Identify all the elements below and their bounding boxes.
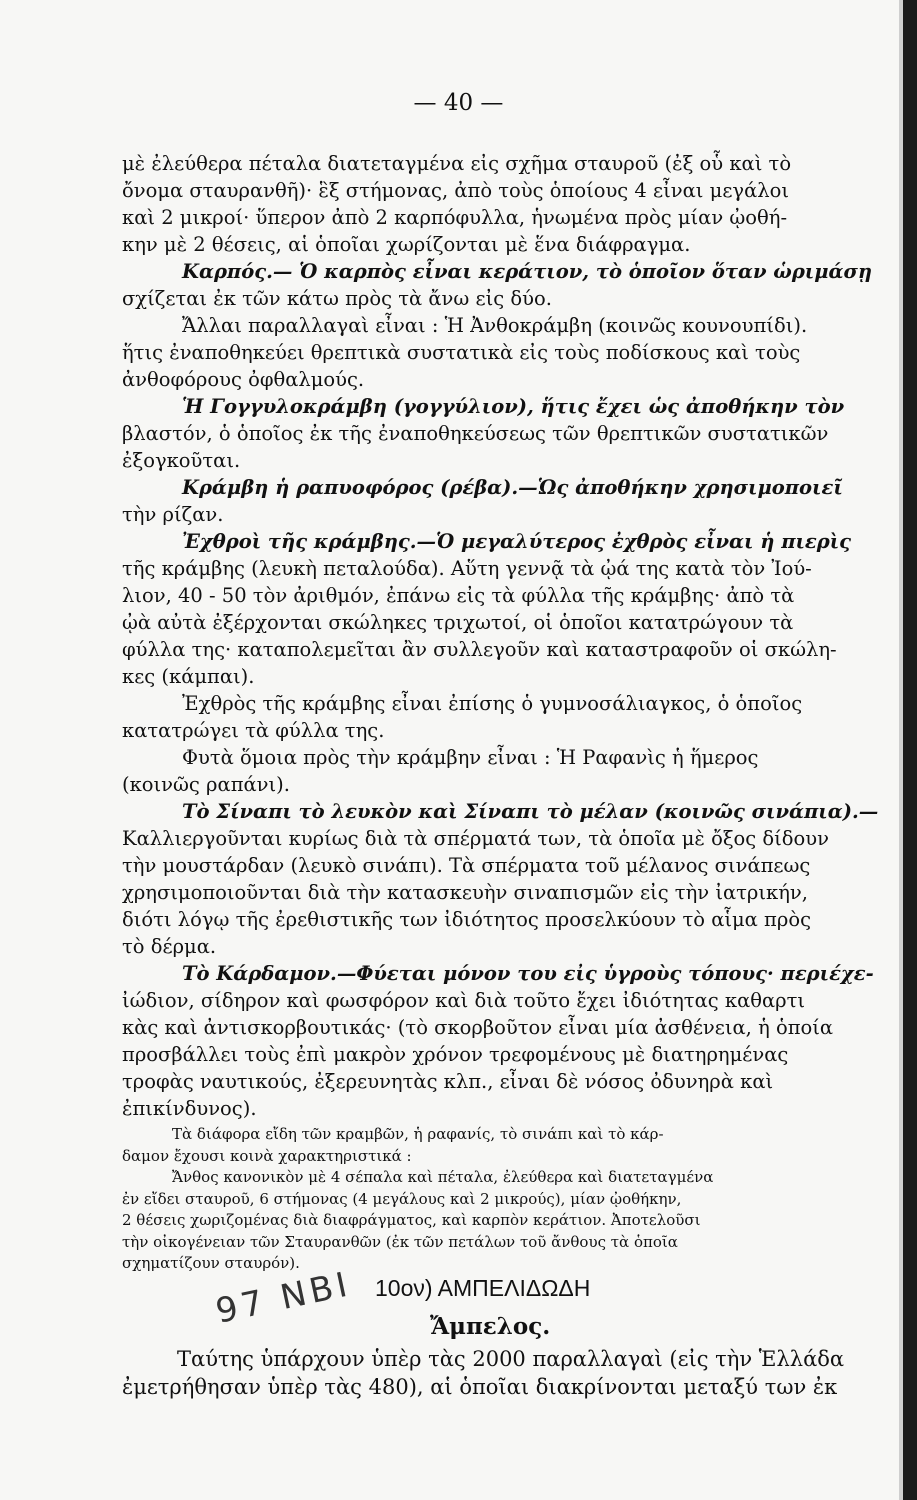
text-line: κατατρώγει τὰ φύλλα της.: [122, 719, 385, 742]
handwritten-note: 97 ΝΒΙ: [212, 1264, 355, 1332]
subheading: Ἄμπελος.: [430, 1313, 551, 1340]
note-line: σχηματίζουν σταυρόν).: [122, 1254, 300, 1272]
page-edge-highlight: [899, 0, 903, 1500]
text-line: ἀνθοφόρους ὀφθαλμούς.: [122, 368, 365, 391]
text-line: ἰώδιον, σίδηρον καὶ φωσφόρον καὶ διὰ τοῦτο ἔχει ἰδιότητας καθαρτι: [122, 989, 806, 1012]
text-line: ἐξογκοῦται.: [122, 449, 241, 472]
text-line: μὲ ἐλεύθερα πέταλα διατεταγμένα εἰς σχῆμα σταυροῦ (ἐξ οὗ καὶ τὸ: [122, 152, 792, 175]
note-line: 2 θέσεις χωριζομένας διὰ διαφράγματος, καὶ καρπὸν κεράτιον. Ἀποτελοῦσι: [122, 1211, 701, 1229]
text-line: Ἐχθρὸς τῆς κράμβης εἶναι ἐπίσης ὁ γυμνοσάλιαγκος, ὁ ὁποῖος: [182, 692, 803, 715]
note-line: Ἄνθος κανονικὸν μὲ 4 σέπαλα καὶ πέταλα, ἐλεύθερα καὶ διατεταγμένα: [172, 1168, 714, 1186]
page-edge-shadow: [903, 0, 917, 1500]
text-line: ᾠὰ αὐτὰ ἐξέρχονται σκώληκες τριχωτοί, οἱ ὁποῖοι κατατρώγουν τὰ: [122, 611, 794, 634]
text-line: Ταύτης ὑπάρχουν ὑπὲρ τὰς 2000 παραλλαγαὶ (εἰς τὴν Ἑλλάδα: [177, 1347, 845, 1371]
text-line: Τὸ Κάρδαμον.—Φύεται μόνον του εἰς ὑγροὺς τόπους· περιέχε-: [182, 962, 874, 985]
text-line: φύλλα της· καταπολεμεῖται ἂν συλλεγοῦν καὶ καταστραφοῦν οἱ σκώλη-: [122, 638, 837, 661]
text-line: χρησιμοποιοῦνται διὰ τὴν κατασκευὴν σιναπισμῶν εἰς τὴν ἰατρικήν,: [122, 881, 808, 904]
text-line: σχίζεται ἐκ τῶν κάτω πρὸς τὰ ἄνω εἰς δύο.: [122, 287, 552, 310]
text-line: τὸ δέρμα.: [122, 935, 217, 958]
tail-text: [122, 1345, 892, 1401]
text-line: κὰς καὶ ἀντισκορβουτικάς· (τὸ σκορβοῦτον εἶναι μία ἀσθένεια, ἡ ὁποία: [122, 1016, 834, 1039]
text-line: Τὸ Σίναπι τὸ λευκὸν καὶ Σίναπι τὸ μέλαν (κοινῶς σινάπια).—: [182, 800, 879, 823]
text-line: Καρπός.— Ὁ καρπὸς εἶναι κεράτιον, τὸ ὁποῖον ὅταν ὡριμάσῃ: [182, 260, 873, 283]
text-line: τὴν ρίζαν.: [122, 503, 224, 526]
summary-note: [122, 1124, 892, 1275]
text-line: ἐμετρήθησαν ὑπὲρ τὰς 480), αἱ ὁποῖαι διακρίνονται μεταξύ των ἐκ: [122, 1375, 838, 1399]
note-line: Τὰ διάφορα εἴδη τῶν κραμβῶν, ἡ ραφανίς, τὸ σινάπι καὶ τὸ κάρ-: [172, 1125, 664, 1143]
text-line: τῆς κράμβης (λευκὴ πεταλούδα). Αὕτη γεννᾷ τὰ ᾠά της κατὰ τὸν Ἰού-: [122, 557, 812, 580]
text-line: Καλλιεργοῦνται κυρίως διὰ τὰ σπέρματά των, τὰ ὁποῖα μὲ ὄξος δίδουν: [122, 827, 829, 850]
text-line: λιον, 40 - 50 τὸν ἀριθμόν, ἐπάνω εἰς τὰ φύλλα τῆς κράμβης· ἀπὸ τὰ: [122, 584, 795, 607]
note-line: ἐν εἴδει σταυροῦ, 6 στήμονας (4 μεγάλους καὶ 2 μικρούς), μίαν ᾠοθήκην,: [122, 1189, 682, 1208]
section-heading: 10ον) ΑΜΠΕΛΙΔΩΔΗ: [375, 1275, 591, 1301]
text-line: Ἡ Γογγυλοκράμβη (γογγύλιον), ἥτις ἔχει ὡς ἀποθήκην τὸν: [182, 395, 845, 418]
text-line: κην μὲ 2 θέσεις, αἱ ὁποῖαι χωρίζονται μὲ ἕνα διάφραγμα.: [122, 233, 691, 256]
text-line: κες (κάμπαι).: [122, 665, 255, 688]
note-line: δαμον ἔχουσι κοινὰ χαρακτηριστικά :: [122, 1146, 412, 1165]
text-line: ἐπικίνδυνος).: [122, 1097, 257, 1120]
text-line: προσβάλλει τοὺς ἐπὶ μακρὸν χρόνον τρεφομένους μὲ διατηρημένας: [122, 1043, 789, 1066]
text-line: βλαστόν, ὁ ὁποῖος ἐκ τῆς ἐναποθηκεύσεως τῶν θρεπτικῶν συστατικῶν: [122, 422, 829, 445]
text-line: Κράμβη ἡ ραπυοφόρος (ρέβα).—Ὡς ἀποθήκην χρησιμοποιεῖ: [182, 476, 843, 499]
text-line: Φυτὰ ὅμοια πρὸς τὴν κράμβην εἶναι : Ἡ Ραφανὶς ἡ ἥμερος: [182, 746, 759, 769]
text-line: τὴν μουστάρδαν (λευκὸ σινάπι). Τὰ σπέρματα τοῦ μέλανος σινάπεως: [122, 854, 811, 877]
page-number: — 40 —: [413, 90, 504, 116]
text-line: (κοινῶς ραπάνι).: [122, 773, 290, 796]
text-line: διότι λόγῳ τῆς ἐρεθιστικῆς των ἰδιότητος προσελκύουν τὸ αἷμα πρὸς: [122, 908, 811, 931]
note-line: τὴν οἰκογένειαν τῶν Σταυρανθῶν (ἐκ τῶν πετάλων τοῦ ἄνθους τὰ ὁποῖα: [122, 1232, 678, 1251]
text-line: τροφὰς ναυτικούς, ἐξερευνητὰς κλπ., εἶναι δὲ νόσος ὀδυνηρὰ καὶ: [122, 1070, 774, 1093]
text-line: ἥτις ἐναποθηκεύει θρεπτικὰ συστατικὰ εἰς τοὺς ποδίσκους καὶ τοὺς: [122, 341, 801, 364]
text-line: καὶ 2 μικροί· ὕπερον ἀπὸ 2 καρπόφυλλα, ἡνωμένα πρὸς μίαν ᾠοθή-: [122, 206, 788, 229]
text-line: Ἄλλαι παραλλαγαὶ εἶναι : Ἡ Ἀνθοκράμβη (κοινῶς κουνουπίδι).: [182, 314, 808, 337]
text-line: Ἐχθροὶ τῆς κράμβης.—Ὁ μεγαλύτερος ἐχθρὸς εἶναι ἡ πιερὶς: [182, 530, 852, 553]
main-text: [122, 150, 892, 1275]
text-line: ὄνομα σταυρανθῆ)· ἓξ στήμονας, ἀπὸ τοὺς ὁποίους 4 εἶναι μεγάλοι: [122, 179, 789, 202]
